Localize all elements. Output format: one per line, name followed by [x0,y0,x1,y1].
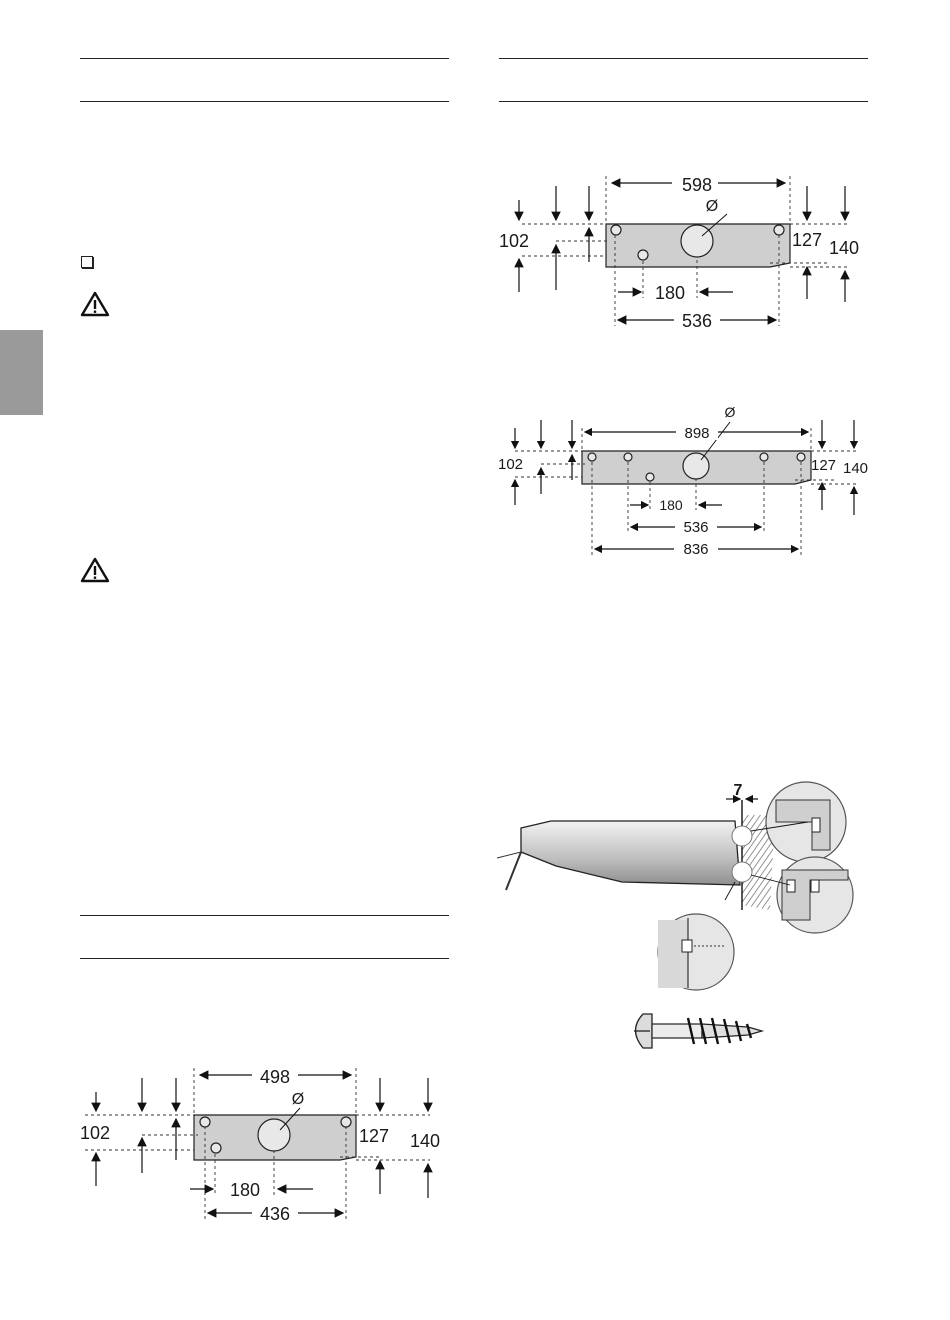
hood-hole-diagram-898 [490,400,870,565]
right-height-label-a: 127 [359,1126,390,1146]
gap-label: 7 [733,782,743,799]
diameter-symbol: Ø [724,404,736,420]
width-label: 498 [259,1067,291,1087]
spacing-label: 180 [229,1180,261,1200]
right-height-label-b: 140 [829,238,860,258]
duct-hole [681,225,713,257]
left-height-label: 102 [499,231,530,251]
spacing-label: 180 [654,283,686,303]
left-height-label: 102 [498,456,524,473]
width-label: 898 [684,425,710,442]
width-label: 598 [681,175,713,195]
hole-span-inner-label: 536 [683,519,709,536]
right-height-label-a: 127 [792,230,823,250]
duct-hole [683,453,709,479]
section-rule-left-bottom [80,958,449,959]
section-tab [0,330,43,415]
hole-span-outer-label: 836 [683,541,709,558]
spacing-label: 180 [659,497,683,513]
right-height-label-b: 140 [410,1131,441,1151]
hood-hole-diagram-598 [490,165,870,340]
hood-hole-diagram-498 [78,1060,448,1230]
header-rule-left-top [80,58,449,59]
right-height-label-b: 140 [843,460,869,477]
header-rule-right-bottom [499,101,868,102]
hood-body [521,821,740,885]
warning-triangle-icon [80,291,110,317]
diameter-symbol: Ø [705,198,719,215]
right-height-label-a: 127 [811,457,837,474]
header-rule-left-bottom [80,101,449,102]
checkbox-icon [81,256,93,268]
mounting-screw [634,1014,762,1048]
diameter-symbol: Ø [291,1091,305,1108]
wall-mounting-illustration [495,775,870,1070]
hole-span-label: 536 [681,311,713,331]
hole-span-label: 436 [259,1204,291,1224]
warning-triangle-icon [80,557,110,583]
header-rule-right-top [499,58,868,59]
section-rule-left-top [80,915,449,916]
left-height-label: 102 [80,1123,111,1143]
